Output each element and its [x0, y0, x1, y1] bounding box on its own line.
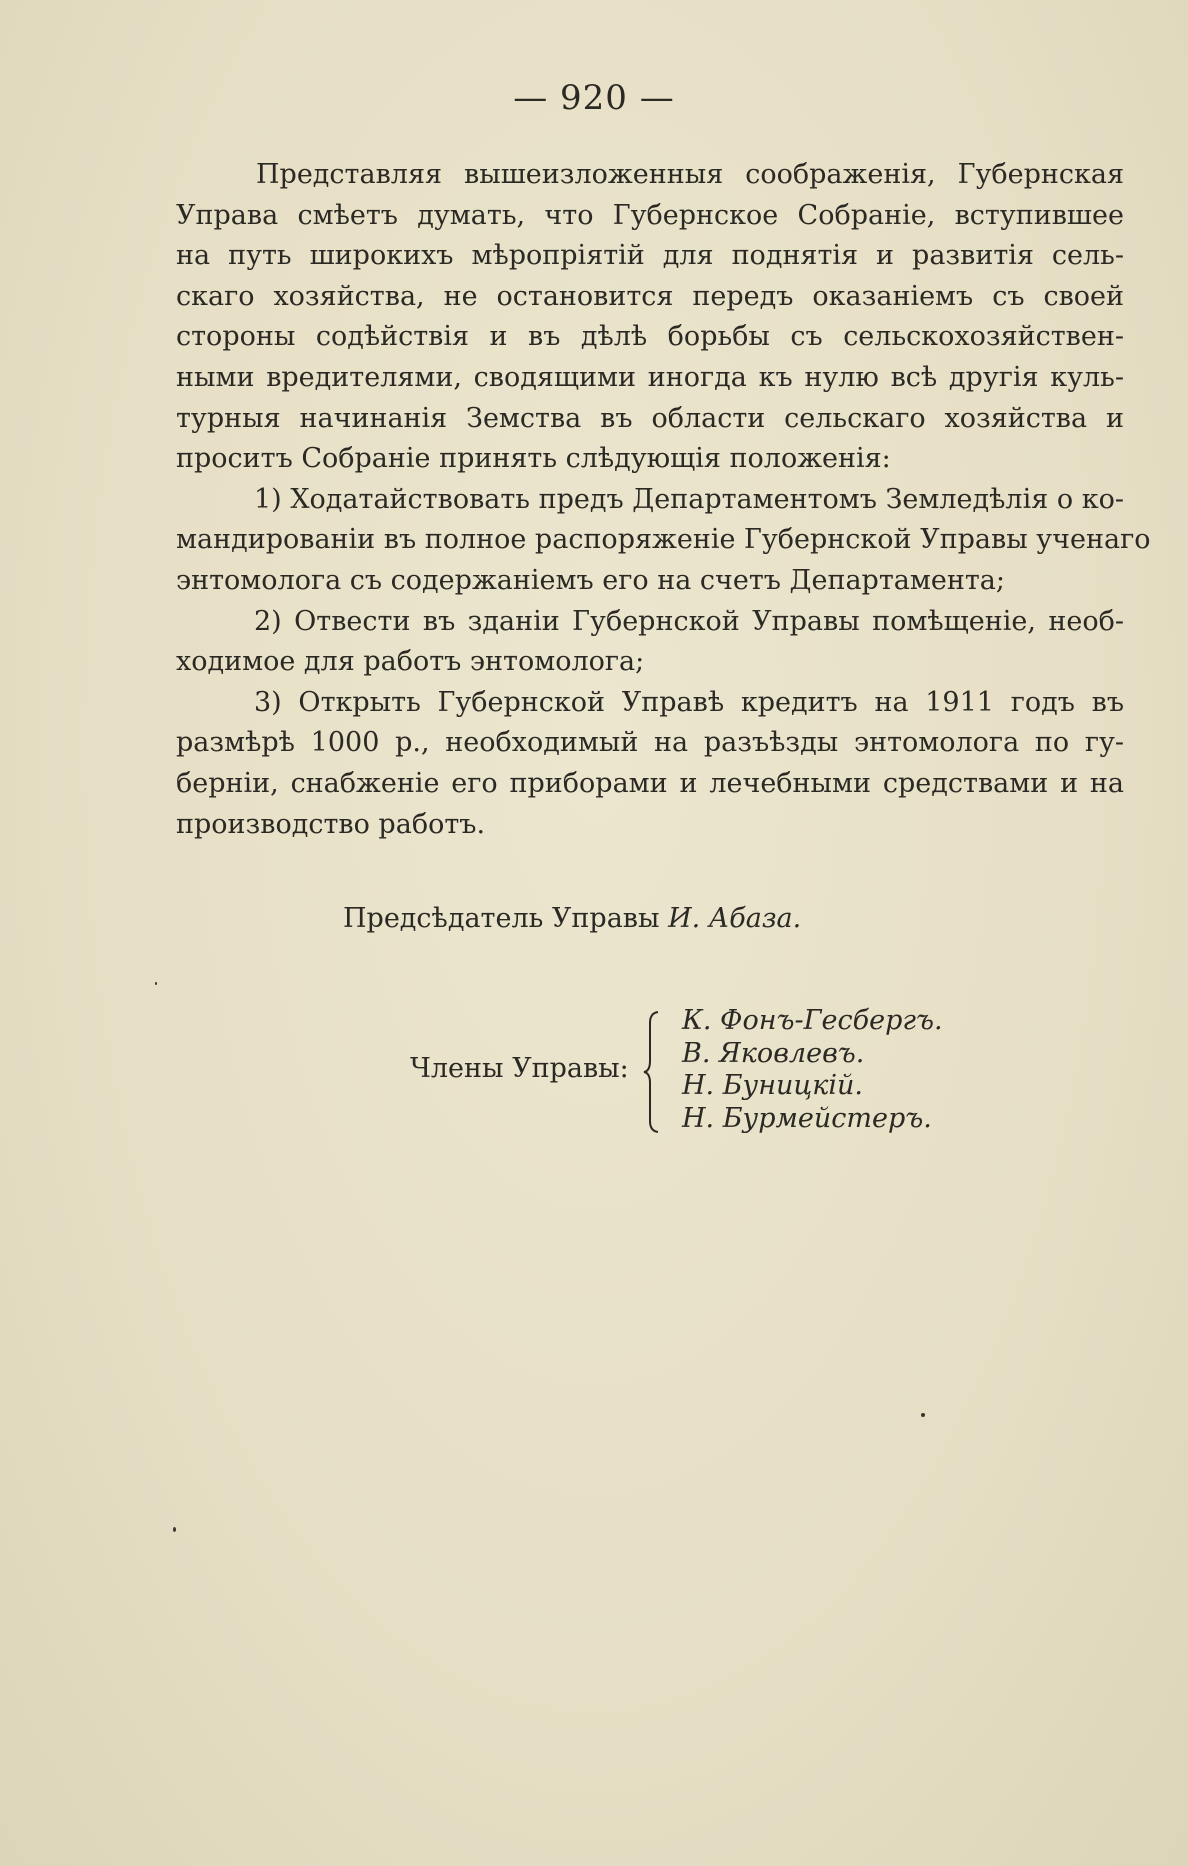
- item-3-line: производство работъ.: [176, 808, 486, 840]
- page-number: — 920 —: [513, 78, 675, 118]
- members-label: Члены Управы:: [410, 1053, 629, 1084]
- item-1-line: энтомолога съ содержаніемъ его на счетъ Департамента;: [176, 564, 1005, 596]
- member-name: Н. Бурмейстеръ.: [682, 1102, 932, 1134]
- paragraph-line: на путь широкихъ мѣропріятій для поднятія и развитія сель-: [176, 240, 1124, 272]
- board-members: [410, 1005, 970, 1137]
- paper-speck: [155, 982, 157, 985]
- paragraph-line: проситъ Собраніе принять слѣдующія положенія:: [176, 443, 891, 475]
- member-name: В. Яковлевъ.: [682, 1037, 865, 1069]
- item-3-line: 3) Открыть Губернской Управѣ кредитъ на 1911 годъ въ: [254, 686, 1124, 718]
- paragraph-line: скаго хозяйства, не остановится передъ оказаніемъ съ своей: [176, 280, 1124, 312]
- chairman-signature: [343, 903, 801, 934]
- chairman-name: И. Абаза.: [668, 903, 802, 934]
- item-2-line: ходимое для работъ энтомолога;: [176, 646, 645, 678]
- main-text: [176, 155, 1151, 845]
- item-2-line: 2) Отвести въ зданіи Губернской Управы помѣщеніе, необ-: [254, 605, 1124, 637]
- paper-speck: [173, 1527, 176, 1532]
- paragraph-line: ными вредителями, сводящими иногда къ нулю всѣ другія куль-: [176, 361, 1124, 393]
- paragraph-line: турныя начинанія Земства въ области сельскаго хозяйства и: [176, 402, 1124, 434]
- paper-speck: [921, 1413, 925, 1417]
- paragraph-line: Представляя вышеизложенныя соображенія, Губернская: [256, 159, 1124, 190]
- chairman-title: Предсѣдатель Управы: [343, 903, 660, 934]
- members-list: [682, 1005, 943, 1135]
- paragraph-line: Управа смѣетъ думать, что Губернское Собраніе, вступившее: [176, 199, 1124, 231]
- item-1-line: 1) Ходатайствовать предъ Департаментомъ Земледѣлія о ко-: [254, 483, 1124, 515]
- curly-brace-icon: [642, 1009, 664, 1135]
- member-name: Н. Буницкій.: [682, 1070, 863, 1101]
- item-1-line: мандированіи въ полное распоряженіе Губернской Управы ученаго: [176, 524, 1151, 556]
- member-name: К. Фонъ-Гесбергъ.: [682, 1005, 943, 1036]
- paragraph-line: стороны содѣйствія и въ дѣлѣ борьбы съ сельскохозяйствен-: [176, 321, 1124, 353]
- item-3-line: размѣрѣ 1000 р., необходимый на разъѣзды энтомолога по гу-: [176, 727, 1124, 759]
- item-3-line: берніи, снабженіе его приборами и лечебными средствами и на: [176, 767, 1124, 799]
